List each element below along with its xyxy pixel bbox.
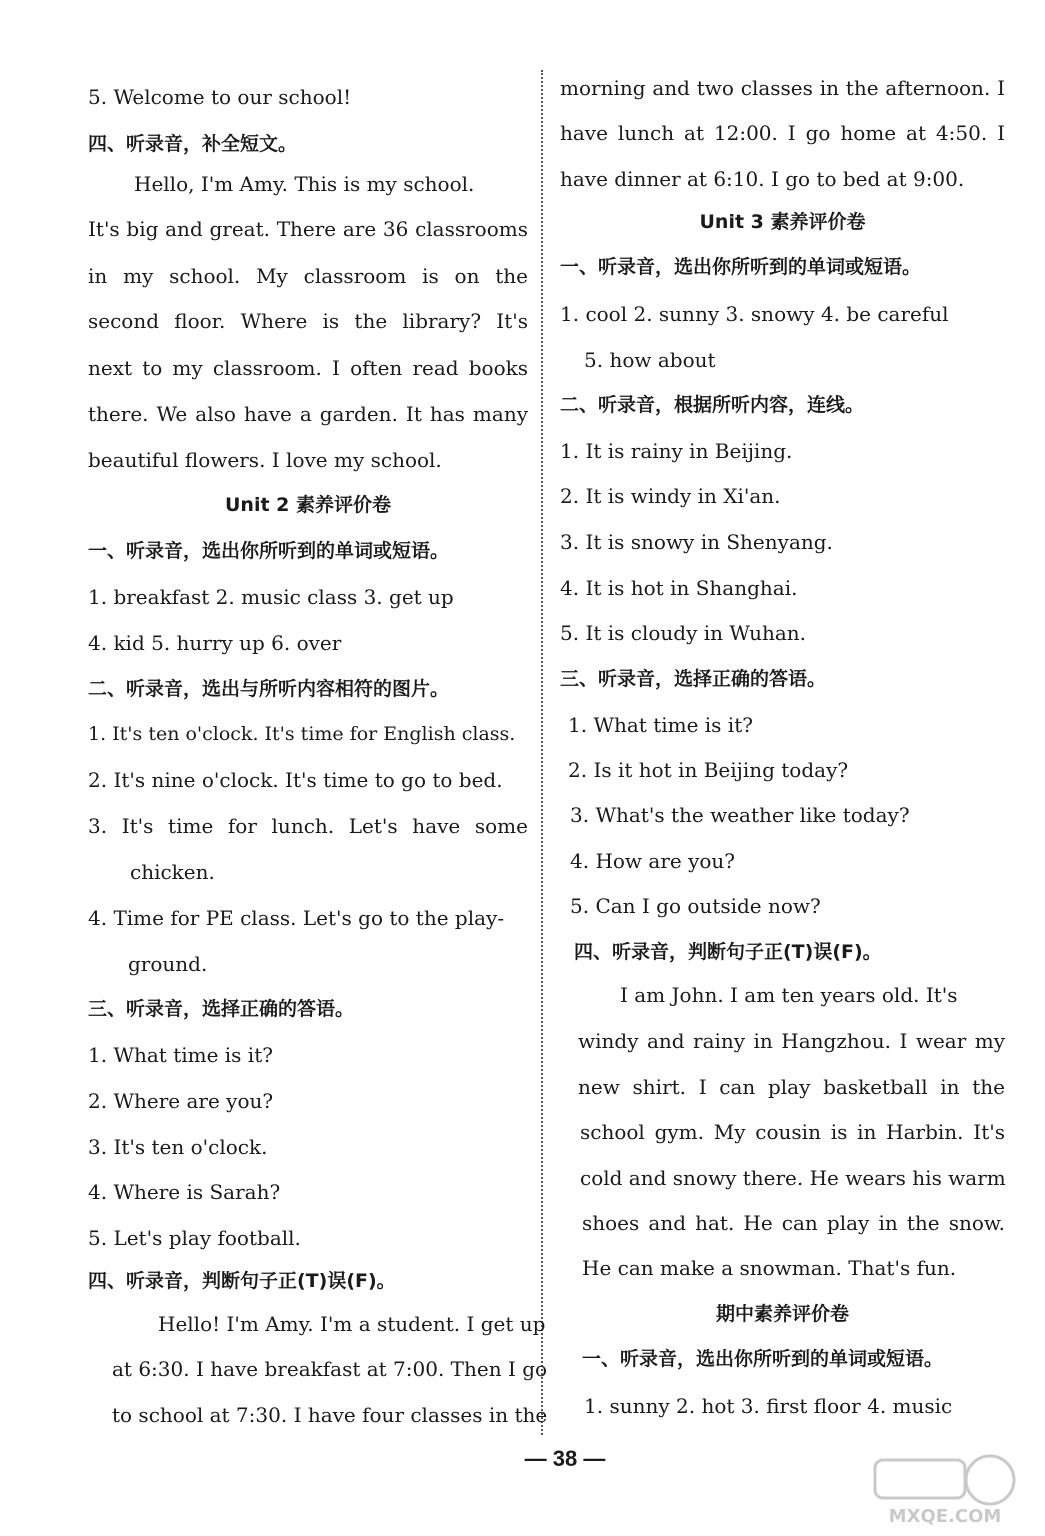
passage-line: It's big and great. There are 36 classrooms — [88, 217, 528, 241]
item-line: 1. It's ten o'clock. It's time for English class. — [88, 723, 516, 745]
section-heading: 四、听录音，补全短文。 — [88, 133, 298, 155]
passage-line: Hello! I'm Amy. I'm a student. I get up — [158, 1312, 546, 1336]
passage-line: new shirt. I can play basketball in the — [578, 1075, 1005, 1099]
passage-line: next to my classroom. I often read books — [88, 356, 528, 380]
item-line: 5. Can I go outside now? — [570, 894, 821, 918]
item-line: 3. What's the weather like today? — [570, 803, 910, 827]
item-line: ground. — [128, 952, 208, 976]
item-line: 5. Let's play football. — [88, 1226, 301, 1250]
item-line: 4. Time for PE class. Let's go to the play- — [88, 906, 505, 930]
passage-line: windy and rainy in Hangzhou. I wear my — [578, 1029, 1005, 1053]
passage-line: second floor. Where is the library? It's — [88, 309, 528, 333]
unit-title: Unit 2 素养评价卷 — [225, 494, 391, 516]
item-line: 1. cool 2. sunny 3. snowy 4. be careful — [560, 302, 949, 326]
passage-line: He can make a snowman. That's fun. — [582, 1256, 957, 1280]
section-heading: 三、听录音，选择正确的答语。 — [560, 668, 827, 690]
section-heading: 四、听录音，判断句子正(T)误(F)。 — [574, 941, 882, 963]
item-line: 4. How are you? — [570, 849, 736, 873]
item-line: 4. It is hot in Shanghai. — [560, 576, 798, 600]
watermark-text: MXQE.COM — [888, 1506, 1002, 1527]
passage-line: beautiful flowers. I love my school. — [88, 448, 442, 472]
item-line: 1. breakfast 2. music class 3. get up — [88, 585, 454, 609]
passage-line: to school at 7:30. I have four classes in the — [112, 1403, 548, 1427]
item-line: 2. It is windy in Xi'an. — [560, 484, 781, 508]
item-line: 1. What time is it? — [88, 1043, 273, 1067]
item-line: 3. It is snowy in Shenyang. — [560, 530, 833, 554]
section-heading: 一、听录音，选出你所听到的单词或短语。 — [88, 540, 450, 562]
section-heading: 一、听录音，选出你所听到的单词或短语。 — [560, 256, 922, 278]
passage-line: have dinner at 6:10. I go to bed at 9:00. — [560, 167, 965, 191]
passage-line: have lunch at 12:00. I go home at 4:50. I — [560, 121, 1005, 145]
section-heading: 三、听录音，选择正确的答语。 — [88, 998, 355, 1020]
passage-line: morning and two classes in the afternoon. I — [560, 76, 1005, 100]
passage-line: cold and snowy there. He wears his warm — [580, 1166, 1006, 1190]
item-line: 4. Where is Sarah? — [88, 1180, 281, 1204]
item-line: 5. It is cloudy in Wuhan. — [560, 621, 807, 645]
item-line: 1. It is rainy in Beijing. — [560, 439, 793, 463]
item-line: 3. It's time for lunch. Let's have some — [88, 814, 528, 838]
item-line: 2. It's nine o'clock. It's time to go to bed. — [88, 768, 503, 792]
item-line: 3. It's ten o'clock. — [88, 1135, 268, 1159]
passage-line: school gym. My cousin is in Harbin. It's — [580, 1120, 1005, 1144]
passage-line: Hello, I'm Amy. This is my school. — [134, 172, 475, 196]
item-line: 2. Where are you? — [88, 1089, 274, 1113]
section-heading: 二、听录音，根据所听内容，连线。 — [560, 394, 865, 416]
item-line: 4. kid 5. hurry up 6. over — [88, 631, 342, 655]
passage-line: I am John. I am ten years old. It's — [620, 983, 958, 1007]
section-heading: 一、听录音，选出你所听到的单词或短语。 — [582, 1348, 944, 1370]
item-line: 2. Is it hot in Beijing today? — [568, 758, 849, 782]
item-line: 1. What time is it? — [568, 713, 753, 737]
unit-title: Unit 3 素养评价卷 — [699, 211, 866, 233]
section-heading: 二、听录音，选出与所听内容相符的图片。 — [88, 678, 450, 700]
column-divider — [541, 70, 543, 1435]
passage-line: shoes and hat. He can play in the snow. — [582, 1211, 1005, 1235]
item-line: 5. how about — [584, 348, 716, 372]
passage-line: at 6:30. I have breakfast at 7:00. Then I go — [112, 1357, 548, 1381]
item-line: 5. Welcome to our school! — [88, 85, 352, 109]
passage-line: in my school. My classroom is on the — [88, 264, 528, 288]
passage-line: there. We also have a garden. It has many — [88, 402, 528, 426]
answer-seal-logo-icon — [865, 1448, 1025, 1528]
unit-title: 期中素养评价卷 — [715, 1303, 849, 1325]
item-line: 1. sunny 2. hot 3. first floor 4. music — [584, 1394, 953, 1418]
page-number: — 38 — — [524, 1446, 606, 1471]
item-line: chicken. — [130, 860, 215, 884]
section-heading: 四、听录音，判断句子正(T)误(F)。 — [88, 1270, 396, 1292]
